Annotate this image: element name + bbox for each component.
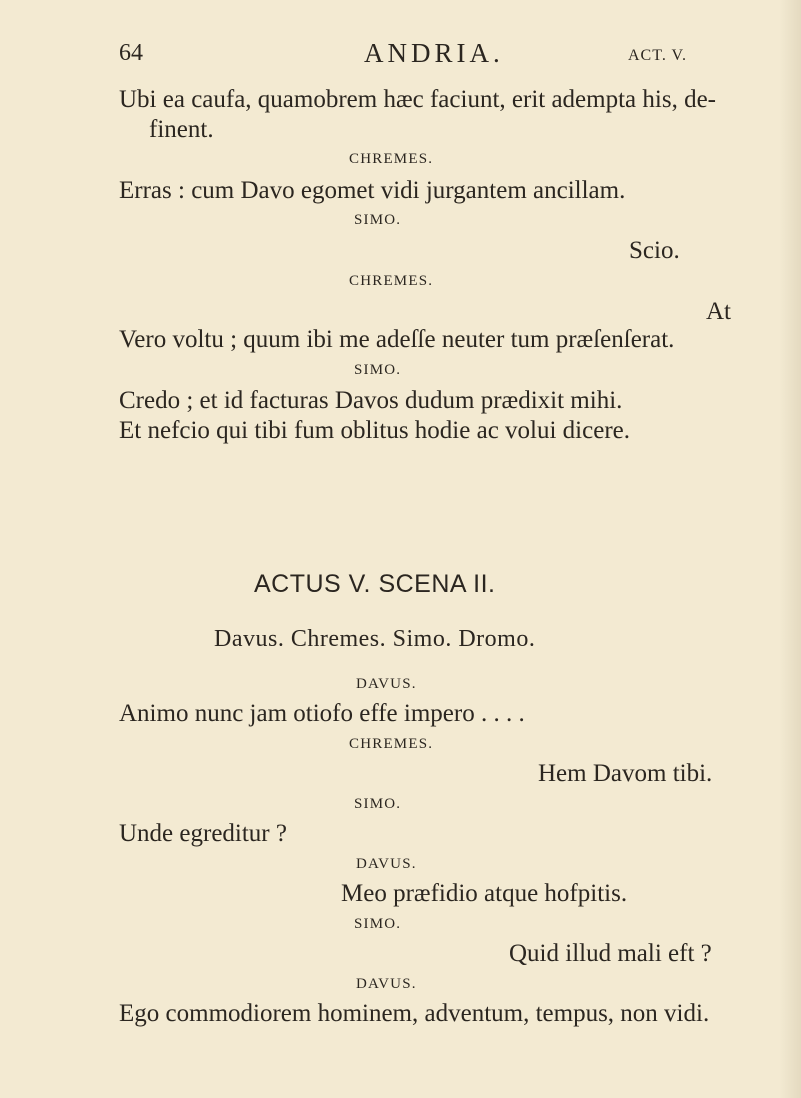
verse-line: Vero voltu ; quum ibi me adeſſe neuter tum præſenſerat. [119,326,675,353]
verse-line: Et nefcio qui tibi fum oblitus hodie ac volui dicere. [119,417,630,444]
speaker-name: CHREMES. [349,736,434,752]
speaker-name: CHREMES. [349,273,434,289]
speaker-name: SIMO. [354,796,402,812]
speaker-name: CHREMES. [349,151,434,167]
verse-line: Animo nunc jam otiofo effe impero . . . . [119,700,525,727]
verse-line: Erras : cum Davo egomet vidi jurgantem ancillam. [119,177,626,204]
page-number: 64 [119,40,143,66]
speaker-name: DAVUS. [356,976,417,992]
speaker-name: SIMO. [354,212,402,228]
verse-line: Ubi ea caufa, quamobrem hæc faciunt, erit adempta his, de- [119,86,716,113]
page-edge-shadow [779,0,801,1098]
verse-line: finent. [149,116,214,143]
running-title: ANDRIA. [364,38,504,68]
speaker-name: SIMO. [354,362,402,378]
verse-line: Scio. [629,237,680,264]
cast-list: Davus. Chremes. Simo. Dromo. [214,626,536,652]
speaker-name: DAVUS. [356,856,417,872]
act-label: ACT. V. [628,47,688,64]
verse-line: Credo ; et id facturas Davos dudum prædixit mihi. [119,387,623,414]
verse-line: Quid illud mali eft ? [509,940,712,967]
verse-line: Ego commodiorem hominem, adventum, tempus, non vidi. [119,1000,710,1027]
verse-line: At [706,298,731,325]
speaker-name: SIMO. [354,916,402,932]
verse-line: Hem Davom tibi. [538,760,713,787]
scene-title: ACTUS V. SCENA II. [254,570,496,598]
speaker-name: DAVUS. [356,676,417,692]
verse-line: Meo præfidio atque hofpitis. [341,880,628,907]
verse-line: Unde egreditur ? [119,820,287,847]
